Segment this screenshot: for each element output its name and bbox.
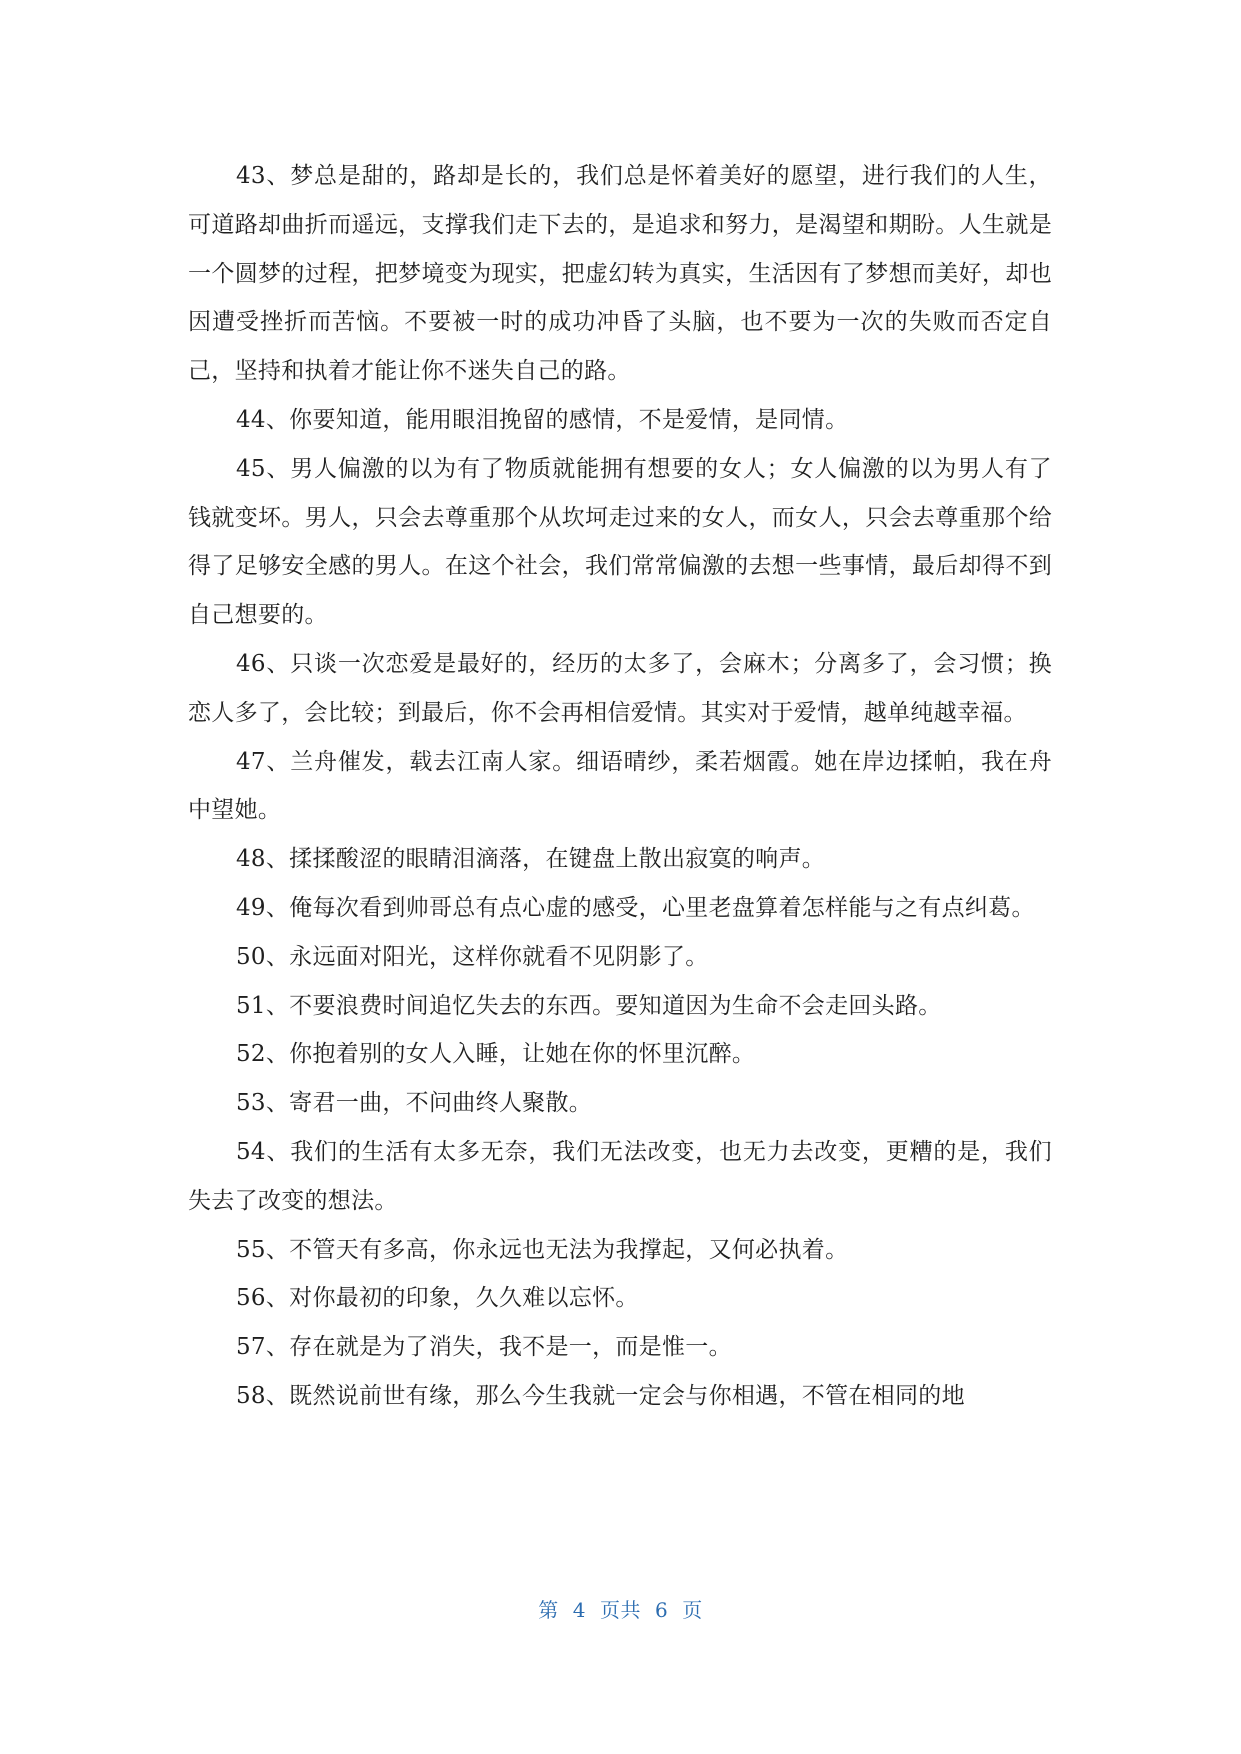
footer-ye: 页	[682, 1598, 703, 1622]
page-footer	[0, 1594, 1241, 1623]
footer-total-pages: 6	[655, 1598, 669, 1622]
paragraph-50: 50、永远面对阳光，这样你就看不见阴影了。	[236, 943, 709, 970]
paragraph-57: 57、存在就是为了消失，我不是一，而是惟一。	[236, 1334, 732, 1361]
document-body	[188, 152, 1052, 1421]
paragraph-56: 56、对你最初的印象，久久难以忘怀。	[236, 1285, 639, 1312]
paragraph-47: 47、兰舟催发，载去江南人家。细语晴纱，柔若烟霞。她在岸边揉帕，我在舟中望她。	[188, 748, 1052, 824]
paragraph-48: 48、揉揉酸涩的眼睛泪滴落，在键盘上散出寂寞的响声。	[236, 846, 826, 873]
paragraph-43: 43、梦总是甜的，路却是长的，我们总是怀着美好的愿望，进行我们的人生，可道路却曲折而遥远，支撑我们走下去的，是追求和努力，是渴望和期盼。人生就是一个圆梦的过程，把梦境变为现实，把虚幻转为真实，生活因有了梦想而美好，却也因遭受挫折而苦恼。不要被一时的成功冲昏了头脑，也不要为一次的失败而否定自己，坚持和执着才能让你不迷失自己的路。	[188, 163, 1052, 385]
paragraph-53: 53、寄君一曲，不问曲终人聚散。	[236, 1090, 593, 1117]
paragraph-55: 55、不管天有多高，你永远也无法为我撑起，又何必执着。	[236, 1236, 849, 1263]
paragraph-44: 44、你要知道，能用眼泪挽留的感情，不是爱情，是同情。	[236, 406, 849, 433]
footer-ye-gong: 页共	[600, 1598, 641, 1622]
paragraph-54: 54、我们的生活有太多无奈，我们无法改变，也无力去改变，更糟的是，我们失去了改变的想法。	[188, 1138, 1052, 1214]
paragraph-46: 46、只谈一次恋爱是最好的，经历的太多了，会麻木；分离多了，会习惯；换恋人多了，会比较；到最后，你不会再相信爱情。其实对于爱情，越单纯越幸福。	[188, 650, 1052, 726]
paragraph-58: 58、既然说前世有缘，那么今生我就一定会与你相遇，不管在相同的地	[236, 1382, 965, 1409]
paragraph-52: 52、你抱着别的女人入睡，让她在你的怀里沉醉。	[236, 1041, 756, 1068]
footer-di: 第	[538, 1598, 559, 1622]
paragraph-49: 49、俺每次看到帅哥总有点心虚的感受，心里老盘算着怎样能与之有点纠葛。	[236, 894, 1035, 921]
paragraph-51: 51、不要浪费时间追忆失去的东西。要知道因为生命不会走回头路。	[236, 992, 942, 1019]
footer-current-page: 4	[572, 1598, 586, 1622]
paragraph-45: 45、男人偏激的以为有了物质就能拥有想要的女人；女人偏激的以为男人有了钱就变坏。男人，只会去尊重那个从坎坷走过来的女人，而女人，只会去尊重那个给得了足够安全感的男人。在这个社会，我们常常偏激的去想一些事情，最后却得不到自己想要的。	[188, 455, 1052, 629]
